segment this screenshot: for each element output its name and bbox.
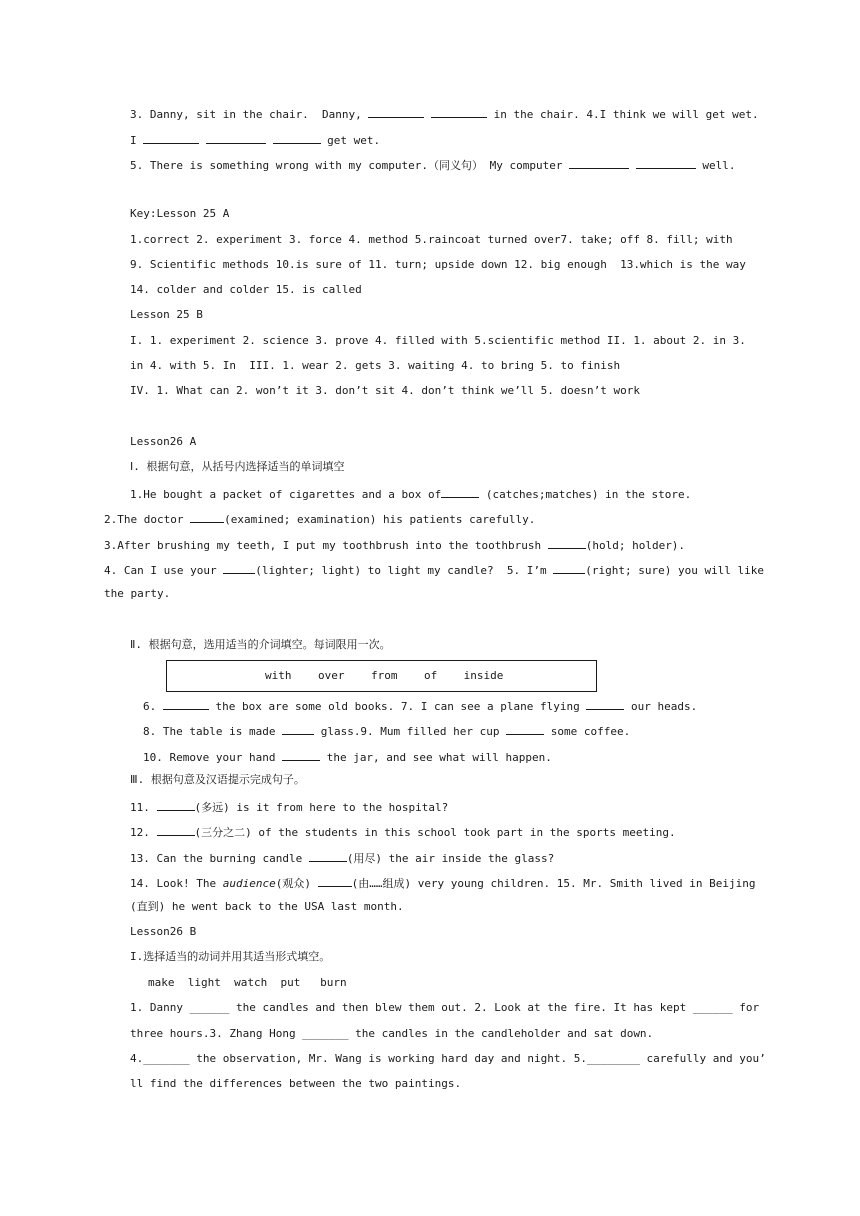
lesson26a-q14-q15: 14. Look! The audience(观众) (由……组成) very young children. 15. Mr. Smith lived in Beijing [130,877,756,890]
lesson26a-q1: 1.He bought a packet of cigarettes and a box of (catches;matches) in the store. [130,488,692,501]
word-bank-words: with over from of inside [265,669,504,682]
lesson26a-q13: 13. Can the burning candle (用尽) the air inside the glass? [130,852,555,865]
lesson26a-title: Lesson26 A [130,435,197,448]
lesson26a-q8-q9: 8. The table is made glass.9. Mum filled her cup some coffee. [143,725,631,738]
lesson26a-q3: 3.After brushing my teeth, I put my toothbrush into the toothbrush (hold; holder). [104,539,686,552]
lesson26a-q5-continued: the party. [104,587,171,600]
key-lesson25a-line-1: 1.correct 2. experiment 3. force 4. method 5.raincoat turned over7. take; off 8. fill; with [130,233,733,246]
lesson26b-line-1: 1. Danny ______ the candles and then blew them out. 2. Look at the fire. It has kept ______ for [130,1001,760,1014]
lesson26a-q4-q5: 4. Can I use your (lighter; light) to light my candle? 5. I’m (right; sure) you will like [104,564,765,577]
key-lesson25b-line-1: I. 1. experiment 2. science 3. prove 4. filled with 5.scientific method II. 1. about 2. in 3. [130,334,746,347]
lesson26a-q11: 11. (多远) is it from here to the hospital? [130,801,449,814]
lesson26b-word-list: make light watch put burn [148,976,347,989]
lesson26b-line-2: three hours.3. Zhang Hong _______ the candles in the candleholder and sat down. [130,1027,654,1040]
exercise-line-5: 5. There is something wrong with my computer.（同义句） My computer well. [130,159,736,172]
lesson26a-q6-q7: 6. the box are some old books. 7. I can see a plane flying our heads. [143,700,698,713]
lesson26b-line-3: 4._______ the observation, Mr. Wang is working hard day and night. 5.________ carefully and you’ [130,1052,766,1065]
lesson26a-q10: 10. Remove your hand the jar, and see what will happen. [143,751,552,764]
key-lesson25a-line-3: 14. colder and colder 15. is called [130,283,362,296]
lesson26a-part3-heading: Ⅲ. 根据句意及汉语提示完成句子。 [130,773,305,786]
key-lesson25b-title: Lesson 25 B [130,308,203,321]
key-lesson25a-line-2: 9. Scientific methods 10.is sure of 11. turn; upside down 12. big enough 13.which is the way [130,258,746,271]
lesson26b-heading: I.选择适当的动词并用其适当形式填空。 [130,950,331,963]
lesson26a-q15-continued: (直到) he went back to the USA last month. [130,900,404,913]
lesson26b-line-4: ll find the differences between the two paintings. [130,1077,462,1090]
key-lesson25b-line-3: IV. 1. What can 2. won’t it 3. don’t sit 4. don’t think we’ll 5. doesn’t work [130,384,640,397]
key-lesson25a-title: Key:Lesson 25 A [130,207,230,220]
exercise-line-4: I get wet. [130,134,381,147]
lesson26a-q12: 12. (三分之二) of the students in this school took part in the sports meeting. [130,826,676,839]
lesson26a-part1-heading: Ⅰ. 根据句意，从括号内选择适当的单词填空 [130,460,345,473]
lesson26a-q2: 2.The doctor (examined; examination) his patients carefully. [104,513,536,526]
word-bank-box [166,660,597,692]
lesson26a-part2-heading: Ⅱ. 根据句意，选用适当的介词填空。每词限用一次。 [130,638,391,651]
exercise-line-3: 3. Danny, sit in the chair. Danny, in the chair. 4.I think we will get wet. [130,108,759,121]
key-lesson25b-line-2: in 4. with 5. In III. 1. wear 2. gets 3. waiting 4. to bring 5. to finish [130,359,621,372]
lesson26b-title: Lesson26 B [130,925,197,938]
